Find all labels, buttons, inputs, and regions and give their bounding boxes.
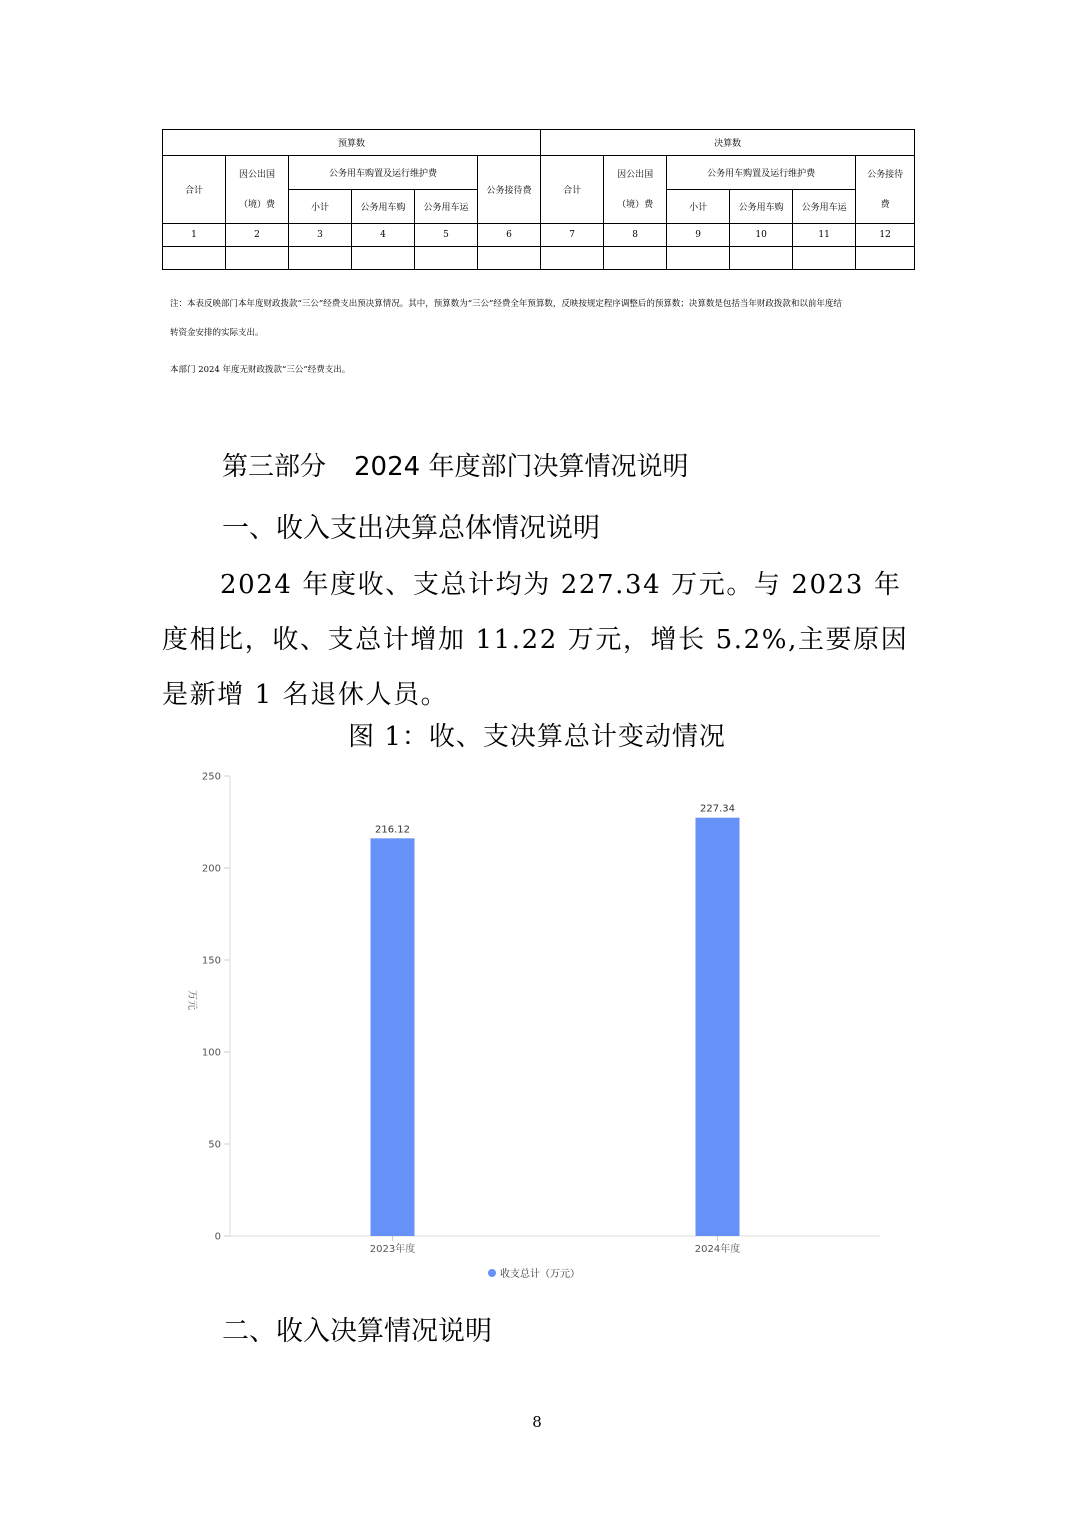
x-tick-label: 2023年度 (369, 1244, 416, 1255)
three-public-expenses-table (162, 129, 915, 270)
bar (696, 818, 740, 1236)
no-expense-note: 本部门 2024 年度无财政拨款“三公”经费支出。 (170, 365, 351, 375)
final-subtotal-header: 小计 (667, 190, 730, 224)
table-cell (226, 247, 289, 270)
bar (371, 838, 415, 1236)
table-cell (352, 247, 415, 270)
table-cell (415, 247, 478, 270)
column-number: 3 (289, 224, 352, 247)
budget-abroad-header: 因公出国 （境）费 (226, 156, 289, 224)
column-number-row (163, 224, 915, 247)
final-header: 决算数 (541, 130, 915, 156)
y-tick-label: 200 (201, 863, 221, 875)
table-cell (289, 247, 352, 270)
page-number: 8 (532, 1413, 542, 1431)
table-cell (163, 247, 226, 270)
budget-operation-header: 公务用车运 (415, 190, 478, 224)
final-purchase-header: 公务用车购 (730, 190, 793, 224)
y-tick-label: 250 (201, 771, 221, 783)
legend-label: 收支总计（万元） (500, 1269, 580, 1280)
table-row (163, 247, 915, 270)
column-number: 12 (856, 224, 915, 247)
column-number: 6 (478, 224, 541, 247)
final-operation-header: 公务用车运 (793, 190, 856, 224)
table-cell (478, 247, 541, 270)
column-number: 10 (730, 224, 793, 247)
table-cell (541, 247, 604, 270)
budget-purchase-header: 公务用车购 (352, 190, 415, 224)
column-number: 4 (352, 224, 415, 247)
figure-title: 图 1：收、支决算总计变动情况 (348, 722, 726, 752)
y-tick-label: 150 (201, 955, 221, 967)
final-reception-header: 公务接待 费 (856, 156, 915, 224)
section-1-title: 一、收入支出决算总体情况说明 (222, 513, 600, 544)
column-number: 5 (415, 224, 478, 247)
bar-data-label: 227.34 (700, 803, 735, 815)
table-cell (604, 247, 667, 270)
budget-reception-header: 公务接待费 (478, 156, 541, 224)
column-number: 7 (541, 224, 604, 247)
table-note-line1: 注：本表反映部门本年度财政拨款“三公”经费支出预决算情况。其中，预算数为“三公”经费全年预算数，反映按规定程序调整后的预算数；决算数是包括当年财政拨款和以前年度结 (170, 299, 842, 309)
column-number: 11 (793, 224, 856, 247)
section-2-title: 二、收入决算情况说明 (222, 1316, 492, 1347)
column-number: 8 (604, 224, 667, 247)
final-total-header: 合计 (541, 156, 604, 224)
table-cell (730, 247, 793, 270)
column-number: 9 (667, 224, 730, 247)
column-number: 2 (226, 224, 289, 247)
chart-legend (488, 1267, 580, 1280)
table-note-line2: 转资金安排的实际支出。 (170, 328, 264, 338)
budget-vehicle-header: 公务用车购置及运行维护费 (289, 156, 478, 190)
table-cell (856, 247, 915, 270)
legend-marker (488, 1269, 496, 1277)
part-title: 第三部分 2024 年度部门决算情况说明 (222, 452, 689, 482)
final-vehicle-header: 公务用车购置及运行维护费 (667, 156, 856, 190)
table-cell (793, 247, 856, 270)
x-tick-label: 2024年度 (694, 1244, 741, 1255)
y-axis-label: 万元 (186, 990, 197, 1010)
budget-total-header: 合计 (163, 156, 226, 224)
y-tick-label: 100 (201, 1047, 221, 1059)
budget-header: 预算数 (163, 130, 541, 156)
table-cell (667, 247, 730, 270)
y-tick-label: 0 (214, 1231, 221, 1243)
income-expense-bar-chart (160, 762, 900, 1292)
budget-subtotal-header: 小计 (289, 190, 352, 224)
column-number: 1 (163, 224, 226, 247)
final-abroad-header: 因公出国 （境）费 (604, 156, 667, 224)
y-tick-label: 50 (208, 1139, 221, 1151)
section-1-body: 2024 年度收、支总计均为 227.34 万元。与 2023 年度相比，收、支总计增加 11.22 万元，增长 5.2%,主要原因是新增 1 名退休人员。 (162, 570, 909, 710)
bar-data-label: 216.12 (375, 824, 410, 836)
